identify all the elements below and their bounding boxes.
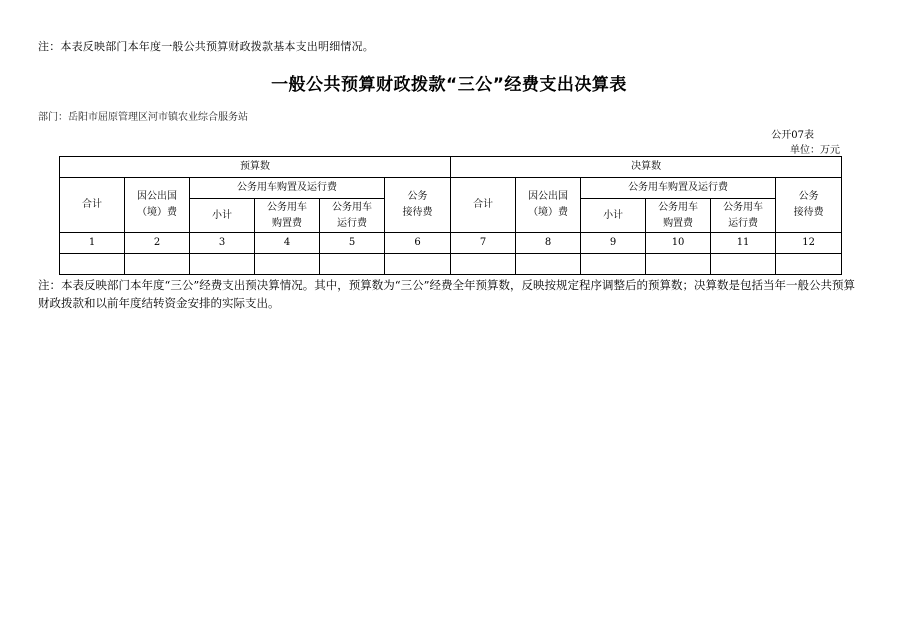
table-header-row-1 [60, 157, 842, 178]
column-number: 1 [60, 233, 125, 254]
page-title: 一般公共预算财政拨款“三公”经费支出决算表 [271, 75, 627, 95]
column-number: 9 [581, 233, 646, 254]
final-reception-line2: 接待费 [793, 207, 824, 218]
budget-reception-line2: 接待费 [402, 207, 433, 218]
budget-operation-header [320, 199, 385, 233]
table-data-row [60, 254, 842, 275]
budget-operation-line1: 公务用车 [332, 201, 372, 213]
column-number: 11 [711, 233, 776, 254]
budget-reception-header [385, 178, 451, 233]
table-cell [776, 254, 842, 275]
column-number: 5 [320, 233, 385, 254]
final-abroad-line2: （境）费 [528, 207, 569, 218]
table-cell [711, 254, 776, 275]
final-abroad-line1: 因公出国 [528, 191, 569, 202]
column-number: 12 [776, 233, 842, 254]
budget-total-header: 合计 [60, 178, 125, 233]
column-number: 2 [125, 233, 190, 254]
column-number: 6 [385, 233, 451, 254]
final-header: 决算数 [451, 157, 842, 178]
final-operation-header [711, 199, 776, 233]
budget-vehicle-group-header: 公务用车购置及运行费 [190, 178, 385, 199]
budget-operation-line2: 运行费 [337, 217, 367, 229]
table-cell [190, 254, 255, 275]
budget-purchase-line2: 购置费 [272, 217, 302, 229]
final-purchase-header [646, 199, 711, 233]
table-cell [646, 254, 711, 275]
final-operation-line1: 公务用车 [723, 201, 764, 213]
three-public-expenses-table [59, 156, 842, 275]
budget-subtotal-header: 小计 [190, 199, 255, 233]
final-total-header: 合计 [451, 178, 516, 233]
table-cell [516, 254, 581, 275]
final-abroad-header [516, 178, 581, 233]
budget-abroad-line1: 因公出国 [137, 191, 177, 202]
unit-label: 单位：万元 [790, 145, 840, 156]
table-cell [60, 254, 125, 275]
final-operation-line2: 运行费 [728, 217, 759, 229]
final-purchase-line2: 购置费 [663, 217, 694, 229]
budget-reception-line1: 公务 [407, 191, 428, 202]
final-reception-header [776, 178, 842, 233]
table-cell [255, 254, 320, 275]
budget-purchase-line1: 公务用车 [267, 201, 307, 213]
budget-abroad-line2: （境）费 [137, 207, 177, 218]
column-number: 8 [516, 233, 581, 254]
column-number: 4 [255, 233, 320, 254]
table-cell [320, 254, 385, 275]
table-header-row-2 [60, 178, 842, 199]
top-note: 注：本表反映部门本年度一般公共预算财政拨款基本支出明细情况。 [38, 40, 374, 53]
department-label: 部门：岳阳市屈原管理区河市镇农业综合服务站 [38, 112, 248, 123]
final-subtotal-header: 小计 [581, 199, 646, 233]
budget-abroad-header [125, 178, 190, 233]
table-cell [451, 254, 516, 275]
column-number: 3 [190, 233, 255, 254]
bottom-note: 注：本表反映部门本年度“三公”经费支出预决算情况。其中，预算数为“三公”经费全年预算数，反映按规定程序调整后的预算数；决算数是包括当年一般公共预算财政拨款和以前年度结转资金安排的实际支出。 [38, 278, 856, 310]
column-number-row [60, 233, 842, 254]
budget-purchase-header [255, 199, 320, 233]
form-code: 公开07表 [771, 130, 814, 141]
column-number: 10 [646, 233, 711, 254]
table-cell [125, 254, 190, 275]
final-vehicle-group-header: 公务用车购置及运行费 [581, 178, 776, 199]
column-number: 7 [451, 233, 516, 254]
final-purchase-line1: 公务用车 [658, 201, 699, 213]
table-cell [385, 254, 451, 275]
table-cell [581, 254, 646, 275]
final-reception-line1: 公务 [798, 191, 819, 202]
budget-header: 预算数 [60, 157, 451, 178]
